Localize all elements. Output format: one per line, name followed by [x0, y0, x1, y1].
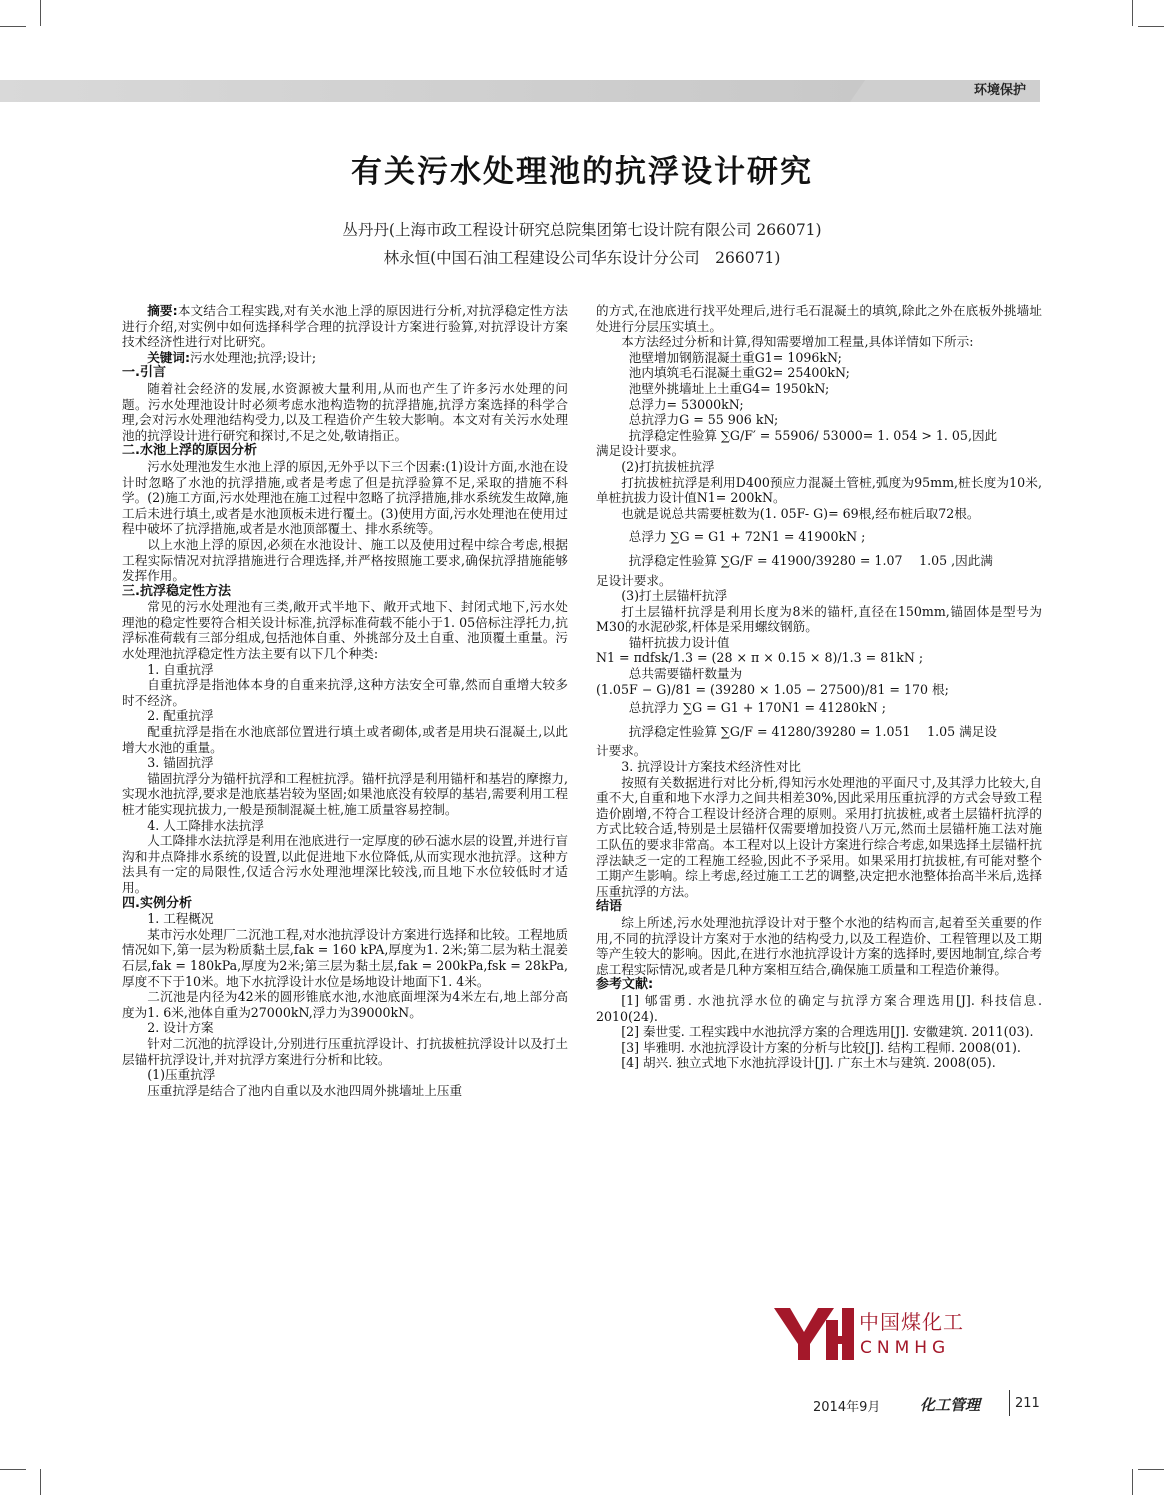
equation: 总浮力 ∑G = G1 + 72N1 = 41900kN ; — [628, 529, 866, 545]
paragraph: 压重抗浮是结合了池内自重以及水池四周外挑墙址上压重 — [147, 1082, 463, 1098]
section-heading: 结语 — [596, 899, 623, 915]
subheading: 4. 人工降排水法抗浮 — [147, 817, 264, 833]
paragraph: 的方式,在池底进行找平处理后,进行毛石混凝土的填筑,除此之外在底板外挑墙址处进行分层压实填土。 — [596, 303, 1042, 334]
subheading: 3. 抗浮设计方案技术经济性对比 — [621, 759, 801, 775]
paragraph: 足设计要求。 — [596, 572, 672, 588]
paragraph: 配重抗浮是指在水池底部位置进行填土或者砌体,或者是用块石混凝土,以此增大水池的重量。 — [122, 724, 568, 755]
watermark-en: CNMHG — [860, 1338, 951, 1358]
paragraph: 二沉池是内径为42米的圆形锥底水池,水池底面埋深为4米左右,地上部分高度为1. 6米,池体自重为27000kN,浮力为39000kN。 — [122, 989, 568, 1020]
equation: 抗浮稳定性验算 ∑G/F = 41900/39280 = 1.07 1.05 ,因此满 — [628, 552, 993, 568]
paragraph: 某市污水处理厂二沉池工程,对水池抗浮设计方案进行选择和比较。工程地质情况如下,第一层为粉质黏土层,fak = 160 kPA,厚度为1. 2米;第二层为粘土混姜石层,fak = 180kPa,厚度为2米;第三层为黏土层,fak = 200kPa,fsk = 28kPa,厚度不下于10米。地下水抗浮设计水位是场地设计地面下1. 4米。 — [122, 926, 568, 989]
subheading: (2)打抗拔桩抗浮 — [621, 458, 715, 474]
paragraph: 本方法经过分析和计算,得知需要增加工程量,具体详情如下所示: — [621, 334, 974, 350]
paragraph: 也就是说总共需要桩数为(1. 05F- G)= 69根,经布桩后取72根。 — [621, 505, 980, 521]
paragraph: 打抗拔桩抗浮是利用D400预应力混凝土管桩,弧度为95mm,桩长度为10米,单桩抗拔力设计值N1= 200kN。 — [596, 474, 1042, 506]
list-item: 池壁增加钢筋混凝土重G1= 1096kN; — [628, 349, 842, 365]
subheading: (1)压重抗浮 — [147, 1067, 216, 1083]
paragraph: 以上水池上浮的原因,必须在水池设计、施工以及使用过程中综合考虑,根据工程实际情况对抗浮措施进行合理选择,并严格按照施工要求,确保抗浮措施能够发挥作用。 — [122, 536, 568, 584]
paragraph: 综上所述,污水处理池抗浮设计对于整个水池的结构而言,起着至关重要的作用,不同的抗浮设计方案对于水池的结构受力,以及工程造价、工程管理以及工期等产生较大的影响。因此,在进行水池抗浮设计方案的选择时,要因地制宜,综合考虑工程实际情况,或者是几种方案相互结合,确保施工质量和工程造价兼得。 — [596, 914, 1042, 977]
paragraph: 针对二沉池的抗浮设计,分别进行压重抗浮设计、打抗拔桩抗浮设计以及打土层锚杆抗浮设计,并对抗浮方案进行分析和比较。 — [122, 1035, 568, 1067]
footer-journal: 化工管理 — [920, 1396, 981, 1414]
crop-mark — [40, 1469, 41, 1495]
equation: N1 = πdfsk/1.3 = (28 × π × 0.15 × 8)/1.3 = 81kN ; — [596, 650, 924, 666]
abstract-text: 本文结合工程实践,对有关水池上浮的原因进行分析,对抗浮稳定性方法进行介绍,对实例中如何选择科学合理的抗浮设计方案进行验算,对抗浮设计方案技术经济性进行对比研究。 — [122, 303, 568, 350]
header-band — [0, 80, 868, 102]
paragraph: 锚固抗浮分为锚杆抗浮和工程桩抗浮。锚杆抗浮是利用锚杆和基岩的摩擦力,实现水池抗浮,要求是池底基岩较为坚固;如果池底没有较厚的基岩,需要利用工程桩才能实现抗拔力,一般是预制混凝土桩,施工质量容易控制。 — [122, 770, 568, 817]
author-line-2: 林永恒(中国石油工程建设公司华东设计分公司 266071) — [383, 249, 781, 267]
list-item: 池壁外挑墙址上土重G4= 1950kN; — [628, 380, 830, 396]
reference-item: [2] 秦世雯. 工程实践中水池抗浮方案的合理选用[J]. 安徽建筑. 2011(03). — [621, 1024, 1034, 1040]
watermark-cn: 中国煤化工 — [859, 1306, 964, 1335]
paragraph: 打土层锚杆抗浮是利用长度为8米的锚杆,直径在150mm,锚固体是型号为M30的水泥砂浆,杆体是采用螺纹钢筋。 — [596, 603, 1042, 635]
equation: 抗浮稳定性验算 ∑G/F′ = 55906/ 53000= 1. 054 > 1. 05,因此 — [628, 427, 998, 443]
footer-date: 2014年9月 — [813, 1400, 881, 1415]
keywords-label: 关键词: — [147, 349, 191, 365]
paragraph: 满足设计要求。 — [596, 443, 685, 459]
keywords — [122, 350, 568, 366]
equation: (1.05F − G)/81 = (39280 × 1.05 − 27500)/81 = 170 根; — [596, 681, 949, 697]
paragraph: 自重抗浮是指池体本身的自重来抗浮,这种方法安全可靠,然而自重增大较多时不经济。 — [122, 677, 568, 708]
paragraph: 计要求。 — [596, 743, 647, 759]
abstract — [122, 303, 568, 350]
subheading: 1. 工程概况 — [147, 911, 214, 927]
paragraph: 随着社会经济的发展,水资源被大量利用,从而也产生了许多污水处理的问题。污水处理池设计时必须考虑水池构造物的抗浮措施,抗浮方案选择的科学合理,会对污水处理池结构受力,以及工程造价产生较大影响。本文对有关污水处理池的抗浮设计进行研究和探讨,不足之处,敬请指正。 — [122, 380, 568, 443]
footer-divider — [1009, 1390, 1010, 1416]
list-item: 总共需要锚杆数量为 — [628, 666, 743, 682]
crop-mark — [1138, 1469, 1164, 1470]
equation: 抗浮稳定性验算 ∑G/F = 41280/39280 = 1.051 1.05 满足设 — [628, 723, 997, 739]
crop-mark — [1138, 26, 1164, 27]
paragraph: 常见的污水处理池有三类,敞开式半地下、敞开式地下、封闭式地下,污水处理池的稳定性要符合相关设计标准,抗浮标准荷载不能小于1. 05倍标注浮托力,抗浮标准荷载有三部分组成,包括池体自重、外挑部分及土自重、池顶覆土重量。污水处理池抗浮稳定性方法主要有以下几个种类: — [122, 599, 568, 662]
subheading: 1. 自重抗浮 — [147, 661, 214, 677]
paragraph: 污水处理池发生水池上浮的原因,无外乎以下三个因素:(1)设计方面,水池在设计时忽略了水池的抗浮措施,或者是考虑了但是抗浮验算不足,采取的措施不科学。(2)施工方面,污水处理池在施工过程中忽略了抗浮措施,排水系统发生故障,施工后未进行填土,或者是水池顶板未进行覆土。(3)使用方面,污水处理池在使用过程中破坏了抗浮措施,或者是水池顶部覆土、排水系统等。 — [122, 458, 568, 537]
article-title: 有关污水处理池的抗浮设计研究 — [351, 154, 813, 190]
left-column — [122, 303, 568, 1098]
author-line-1: 丛丹丹(上海市政工程设计研究总院集团第七设计院有限公司 266071) — [342, 221, 822, 239]
equation: 总抗浮力 ∑G = G1 + 170N1 = 41280kN ; — [628, 700, 886, 716]
section-heading: 四.实例分析 — [122, 895, 192, 911]
subheading: 2. 配重抗浮 — [147, 708, 214, 724]
subheading: (3)打土层锚杆抗浮 — [621, 588, 728, 604]
list-item: 池内填筑毛石混凝土重G2= 25400kN; — [628, 365, 850, 381]
section-heading: 一.引言 — [122, 365, 166, 381]
subheading: 2. 设计方案 — [147, 1020, 214, 1036]
crop-mark — [0, 1469, 26, 1470]
reference-item: [4] 胡兴. 独立式地下水池抗浮设计[J]. 广东土木与建筑. 2008(05). — [621, 1055, 996, 1071]
section-heading: 二.水池上浮的原因分析 — [122, 443, 257, 459]
list-item: 总浮力= 53000kN; — [628, 396, 744, 412]
abstract-label: 摘要: — [147, 303, 178, 318]
reference-item: [1] 郇雷勇. 水池抗浮水位的确定与抗浮方案合理选用[J]. 科技信息. 2010(24). — [596, 992, 1042, 1024]
section-tag: 环境保护 — [973, 83, 1026, 98]
section-heading: 三.抗浮稳定性方法 — [122, 583, 231, 599]
paragraph: 按照有关数据进行对比分析,得知污水处理池的平面尺寸,及其浮力比较大,自重不大,自重和地下水浮力之间共相差30%,因此采用压重抗浮的方式会导致工程造价剧增,不符合工程设计经济合理的原则。采用打抗拔桩,或者土层锚杆抗浮的方式比较合适,特别是土层锚杆仅需要增加投资八万元,然而土层锚杆施工法对施工队伍的要求非常高。本工程对以上设计方案进行综合考虑,如果选择土层锚杆抗浮法缺乏一定的工程施工经验,因此不予采用。如果采用打抗拔桩,有可能对整个工期产生影响。综上考虑,经过施工工艺的调整,决定把水池整体抬高半米后,选择压重抗浮的方法。 — [596, 774, 1042, 899]
references-heading: 参考文献: — [596, 977, 654, 993]
paragraph: 人工降排水法抗浮是利用在池底进行一定厚度的砂石滤水层的设置,并进行盲沟和井点降排水系统的设置,以此促进地下水位降低,从而实现水池抗浮。这种方法具有一定的局限性,仅适合污水处理池埋深比较浅,而且地下水位较低时才适用。 — [122, 833, 568, 895]
keywords-text: 污水处理池;抗浮;设计; — [190, 349, 317, 365]
crop-mark — [1132, 0, 1133, 26]
right-column — [596, 303, 1042, 1071]
list-item: 锚杆抗拔力设计值 — [628, 634, 730, 650]
crop-mark — [40, 0, 41, 26]
crop-mark — [1132, 1469, 1133, 1495]
reference-item: [3] 毕雅明. 水池抗浮设计方案的分析与比较[J]. 结构工程师. 2008(01). — [621, 1039, 1021, 1055]
page-number: 211 — [1015, 1396, 1040, 1411]
list-item: 总抗浮力G = 55 906 kN; — [628, 412, 779, 428]
crop-mark — [0, 26, 26, 27]
subheading: 3. 锚固抗浮 — [147, 755, 214, 771]
